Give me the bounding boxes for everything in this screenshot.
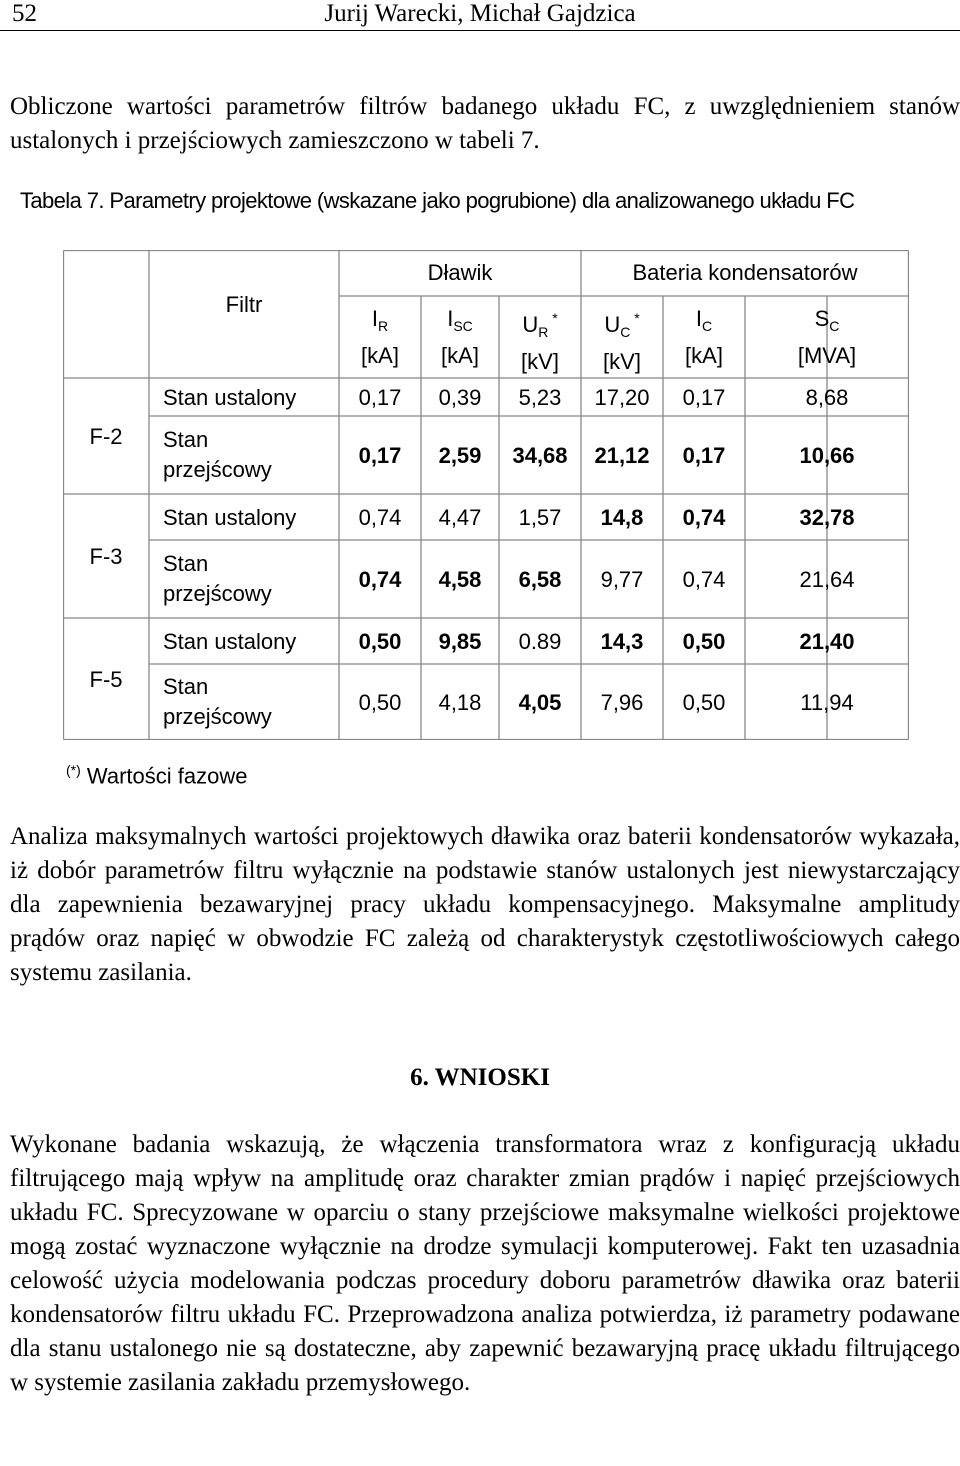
column-symbol: I (447, 306, 454, 331)
header-filtr: Filtr (225, 292, 263, 317)
column-header-2 (499, 304, 581, 376)
header-rule (0, 30, 960, 31)
table-cell: 4,47 (438, 505, 482, 530)
column-header-4 (663, 304, 745, 370)
filter-name: F-5 (89, 667, 123, 692)
table-cell: 7,96 (600, 690, 644, 715)
table-cell: 0,17 (682, 385, 726, 410)
state-label-line1: Stan (163, 674, 209, 699)
state-label-line2: przejścowy (163, 457, 272, 482)
table-cell: 0,39 (438, 385, 482, 410)
table-cell: 9,85 (438, 629, 482, 654)
table-cell: 0,50 (682, 690, 726, 715)
table-cell: 21,12 (594, 443, 650, 468)
state-label: Stan ustalony (163, 385, 297, 410)
table-cell: 34,68 (512, 443, 568, 468)
table-cell: 10,66 (799, 443, 855, 468)
table-footnote (66, 755, 247, 791)
state-label-line2: przejścowy (163, 704, 272, 729)
state-label (163, 672, 272, 732)
table-cell: 0,17 (358, 443, 402, 468)
column-symbol: U (522, 312, 539, 337)
filter-name: F-3 (89, 544, 123, 569)
conclusions-paragraph: Wykonane badania wskazują, że włączenia transformatora wraz z konfiguracją układu filtrującego mają wpływ na amplitudę oraz charakter zmian prądów i napięć przejściowych układu FC. Sprecyzowane w oparciu o stany przejściowe maksymalne wielkości projektowe mogą zostać wyznaczone wyłącznie na drodze symulacji komputerowej. Fakt ten uzasadnia celowość użycia modelowania podczas procedury doboru parametrów dławika oraz baterii kondensatorów filtru układu FC. Przeprowadzona analiza potwierdza, iż parametry podawane dla stanu ustalonego nie są dostateczne, aby zapewnić bezawaryjną pracę układu filtrującego w systemie zasilania zakładu przemysłowego. (10, 1131, 960, 1396)
column-subscript: C (702, 318, 713, 334)
table-cell: 6,58 (518, 567, 562, 592)
table-cell: 11,94 (800, 690, 854, 715)
state-label-line2: przejścowy (163, 581, 272, 606)
state-label (163, 425, 272, 485)
analysis-paragraph: Analiza maksymalnych wartości projektowych dławika oraz baterii kondensatorów wykazała, iż dobór parametrów filtru wyłącznie na podstawie stanów ustalonych jest niewystarczający dla zapewnienia bezawaryjnej pracy układu kompensacyjnego. Maksymalne amplitudy prądów oraz napięć w obwodzie FC zależą od charakterystyk częstotliwościowych całego systemu zasilania. (10, 823, 960, 986)
column-unit: [kA] (361, 343, 399, 368)
table-cell: 14,8 (600, 505, 644, 530)
table-cell: 0,74 (358, 567, 402, 592)
table-cell: 1,57 (518, 505, 562, 530)
table-cell: 4,18 (438, 690, 482, 715)
footnote-text: Wartości fazowe (80, 763, 248, 789)
column-header-3 (581, 304, 663, 376)
filter-name: F-2 (89, 424, 123, 449)
column-subscript: R (538, 324, 549, 340)
table-cell: 4,05 (518, 690, 562, 715)
column-subscript: SC (453, 318, 473, 334)
column-subscript: C (829, 318, 840, 334)
column-symbol: S (814, 306, 830, 331)
table-cell: 0,50 (682, 629, 726, 654)
state-label: Stan ustalony (163, 629, 297, 654)
table-cell: 21,64 (799, 567, 855, 592)
table-cell: 32,78 (799, 505, 855, 530)
column-unit: [kV] (603, 349, 641, 374)
column-header-0 (339, 304, 421, 370)
column-unit: [kV] (521, 349, 559, 374)
table-cell: 9,77 (600, 567, 644, 592)
table-cell: 0,17 (358, 385, 402, 410)
column-symbol: I (695, 306, 702, 331)
column-header-1 (421, 304, 499, 370)
column-superscript: * (630, 310, 640, 326)
state-label: Stan ustalony (163, 505, 297, 530)
column-unit: [kA] (685, 343, 723, 368)
table-cell: 0.89 (518, 629, 562, 654)
column-superscript: * (548, 310, 558, 326)
table-cell: 17,20 (594, 385, 650, 410)
table-cell: 0,17 (682, 443, 726, 468)
header-group-bateria: Bateria kondensatorów (632, 260, 858, 285)
table-cell: 0,74 (682, 567, 726, 592)
column-subscript: R (378, 318, 389, 334)
running-header-authors: Jurij Warecki, Michał Gajdzica (324, 0, 636, 27)
page-number: 52 (12, 0, 37, 27)
table-cell: 8,68 (805, 385, 849, 410)
column-symbol: I (371, 306, 378, 331)
table-cell: 4,58 (438, 567, 482, 592)
column-symbol: U (604, 312, 621, 337)
table-cell: 21,40 (799, 629, 855, 654)
section-title: 6. WNIOSKI (410, 1064, 550, 1091)
table-cell: 0,74 (358, 505, 402, 530)
table-cell: 14,3 (600, 629, 644, 654)
table-cell: 0,74 (682, 505, 726, 530)
state-label (163, 549, 272, 609)
table-cell: 0,50 (358, 629, 402, 654)
state-label-line1: Stan (163, 427, 209, 452)
footnote-mark: (*) (66, 762, 81, 778)
intro-paragraph: Obliczone wartości parametrów filtrów badanego układu FC, z uwzględnieniem stanów ustalonych i przejściowych zamieszczono w tabeli 7. (10, 93, 960, 154)
column-header-5 (745, 304, 909, 370)
state-label-line1: Stan (163, 551, 209, 576)
header-group-dlawik: Dławik (427, 260, 493, 285)
table-cell: 0,50 (358, 690, 402, 715)
parameters-table (63, 250, 909, 740)
column-unit: [kA] (441, 343, 479, 368)
column-subscript: C (620, 324, 631, 340)
column-unit: [MVA] (797, 343, 857, 368)
table-cell: 2,59 (438, 443, 482, 468)
table-caption: Tabela 7. Parametry projektowe (wskazane jako pogrubione) dla analizowanego układu FC (20, 188, 855, 213)
table-cell: 5,23 (518, 385, 562, 410)
